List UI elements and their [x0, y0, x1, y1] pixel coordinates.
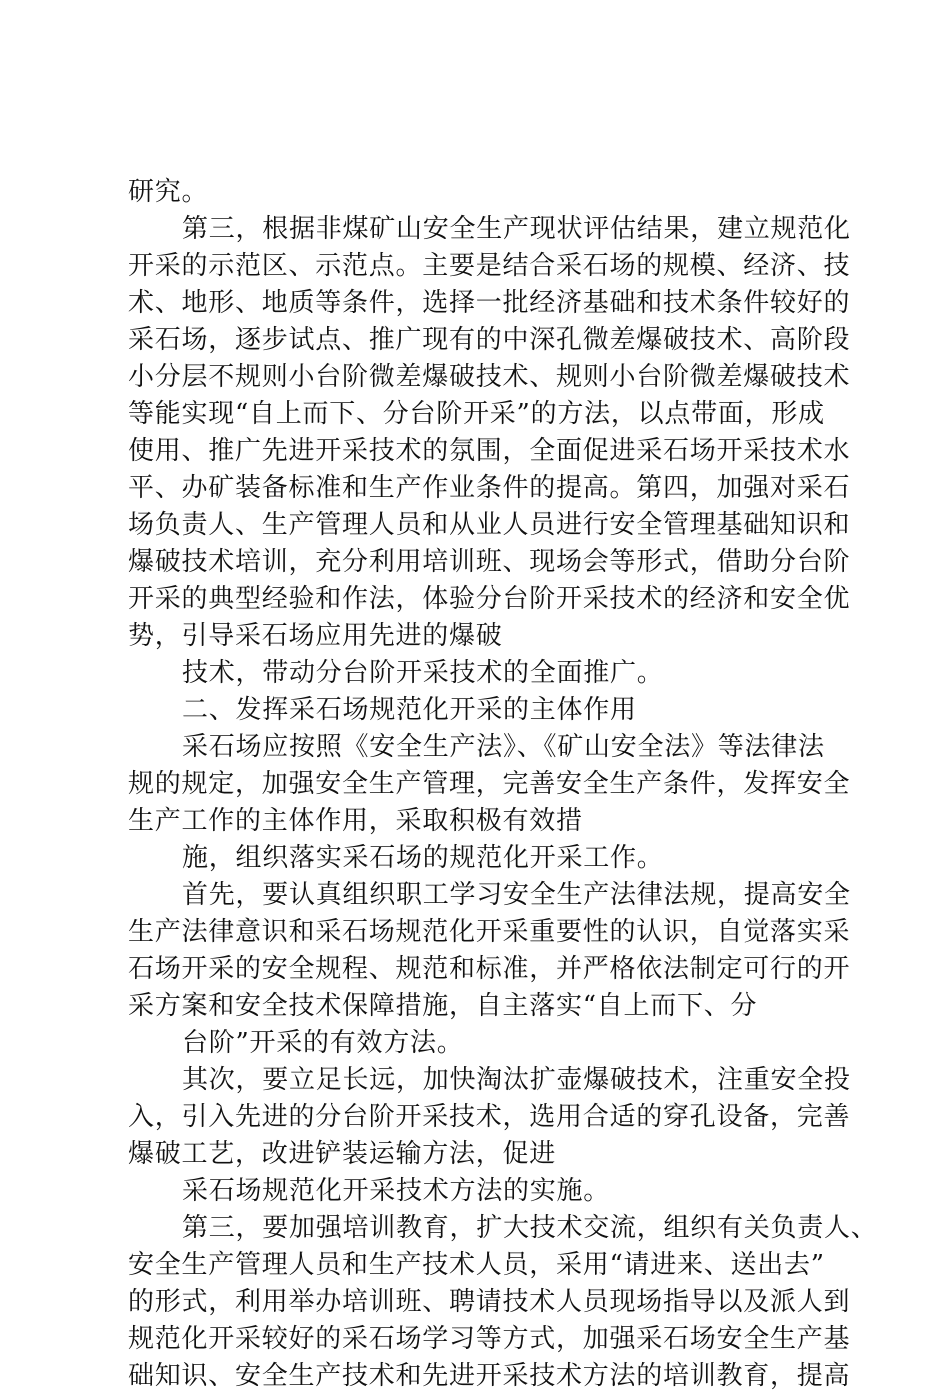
text-line: 采石场规范化开采技术方法的实施。 [182, 1176, 611, 1206]
text-line: 规范化开采较好的采石场学习等方式，加强采石场安全生产基 [128, 1324, 851, 1354]
text-line: 研究。 [128, 177, 209, 207]
text-line: 场负责人、生产管理人员和从业人员进行安全管理基础知识和 [128, 510, 851, 540]
text-line: 等能实现“自上而下、分台阶开采”的方法，以点带面，形成 [128, 399, 825, 429]
text-line: 势，引导采石场应用先进的爆破 [128, 621, 503, 651]
text-line: 的形式，利用举办培训班、聘请技术人员现场指导以及派人到 [128, 1287, 851, 1317]
text-line: 生产工作的主体作用，采取积极有效措 [128, 806, 583, 836]
text-line: 础知识、安全生产技术和先进开采技术方法的培训教育，提高 [128, 1361, 851, 1391]
text-line: 采石场应按照《安全生产法》、《矿山安全法》等法律法 [182, 732, 825, 762]
text-line: 第三，根据非煤矿山安全生产现状评估结果，建立规范化 [182, 214, 851, 244]
text-line: 石场开采的安全规程、规范和标准，并严格依法制定可行的开 [128, 954, 851, 984]
text-line: 爆破工艺，改进铲装运输方法，促进 [128, 1139, 557, 1169]
text-line: 采方案和安全技术保障措施，自主落实“自上而下、分 [128, 991, 758, 1021]
text-line: 安全生产管理人员和生产技术人员，采用“请进来、送出去” [128, 1250, 825, 1280]
text-line: 台阶”开采的有效方法。 [182, 1028, 464, 1058]
text-line: 小分层不规则小台阶微差爆破技术、规则小台阶微差爆破技术 [128, 362, 851, 392]
text-line: 爆破技术培训，充分利用培训班、现场会等形式，借助分台阶 [128, 547, 851, 577]
text-line: 生产法律意识和采石场规范化开采重要性的认识，自觉落实采 [128, 917, 851, 947]
text-line: 入，引入先进的分台阶开采技术，选用合适的穿孔设备，完善 [128, 1102, 851, 1132]
text-line: 开采的示范区、示范点。主要是结合采石场的规模、经济、技 [128, 251, 851, 281]
text-line: 术、地形、地质等条件，选择一批经济基础和技术条件较好的 [128, 288, 851, 318]
text-line: 平、办矿装备标准和生产作业条件的提高。第四，加强对采石 [128, 473, 851, 503]
section-heading: 二、发挥采石场规范化开采的主体作用 [182, 695, 637, 725]
text-line: 开采的典型经验和作法，体验分台阶开采技术的经济和安全优 [128, 584, 851, 614]
text-line: 规的规定，加强安全生产管理，完善安全生产条件，发挥安全 [128, 769, 851, 799]
text-line: 其次，要立足长远，加快淘汰扩壶爆破技术，注重安全投 [182, 1065, 851, 1095]
text-line: 采石场，逐步试点、推广现有的中深孔微差爆破技术、高阶段 [128, 325, 851, 355]
document-body [128, 174, 878, 1395]
text-line: 技术，带动分台阶开采技术的全面推广。 [182, 658, 664, 688]
text-line: 首先，要认真组织职工学习安全生产法律法规，提高安全 [182, 880, 851, 910]
text-line: 第三，要加强培训教育，扩大技术交流，组织有关负责人、 [182, 1213, 878, 1243]
text-line: 施，组织落实采石场的规范化开采工作。 [182, 843, 664, 873]
text-line: 使用、推广先进开采技术的氛围，全面促进采石场开采技术水 [128, 436, 851, 466]
